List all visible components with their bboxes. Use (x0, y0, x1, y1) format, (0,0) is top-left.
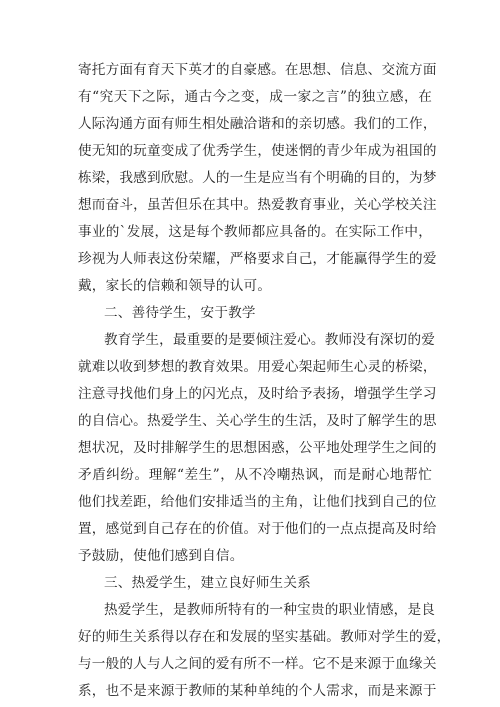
paragraph-line: 有“究天下之际，通古今之变，成一家之言”的独立感，在 (78, 89, 432, 105)
paragraph-line: 想状况，及时排解学生的思想困惑，公平地处理学生之间的 (78, 440, 437, 456)
paragraph-line: 珍视为人师表这份荣耀，严格要求自己，才能赢得学生的爱 (78, 251, 437, 267)
paragraph-line: 好的师生关系得以存在和发展的坚实基础。教师对学生的爱， (78, 629, 451, 645)
paragraph-line: 置，感觉到自己存在的价值。对于他们的一点点提高及时给 (78, 521, 437, 537)
paragraph-line: 就难以收到梦想的教育效果。用爱心架起师生心灵的桥梁， (78, 359, 437, 375)
paragraph-line: 栋梁，我感到欣慰。人的一生是应当有个明确的目的，为梦 (78, 170, 437, 186)
paragraph-line: 事业的`发展，这是每个教师都应具备的。在实际工作中， (78, 224, 432, 240)
paragraph-line: 他们找差距，给他们安排适当的主角，让他们找到自己的位 (78, 494, 437, 510)
paragraph-line: 矛盾纠纷。理解“差生”，从不冷嘲热讽，而是耐心地帮忙 (78, 467, 432, 483)
paragraph-line: 戴，家长的信赖和领导的认可。 (78, 278, 272, 294)
paragraph-line: 教育学生，最重要的是要倾注爱心。教师没有深切的爱 (104, 332, 436, 348)
paragraph-line: 予鼓励，使他们感到自信。 (78, 548, 244, 564)
section-heading: 二、善待学生，安于教学 (104, 305, 256, 321)
paragraph-line: 人际沟通方面有师生相处融洽谐和的亲切感。我们的工作， (78, 116, 437, 132)
paragraph-line: 寄托方面有育天下英才的自豪感。在思想、信息、交流方面 (78, 62, 437, 78)
paragraph-line: 系，也不是来源于教师的某种单纯的个人需求，而是来源于 (78, 683, 437, 699)
paragraph-line: 热爱学生，是教师所特有的一种宝贵的职业情感，是良 (104, 602, 436, 618)
paragraph-line: 想而奋斗，虽苦但乐在其中。热爱教育事业，关心学校关注 (78, 197, 437, 213)
paragraph-line: 使无知的玩童变成了优秀学生，使迷惘的青少年成为祖国的 (78, 143, 437, 159)
section-heading: 三、热爱学生，建立良好师生关系 (104, 575, 311, 591)
paragraph-line: 注意寻找他们身上的闪光点，及时给予表扬，增强学生学习 (78, 386, 437, 402)
paragraph-line: 的自信心。热爱学生、关心学生的生活，及时了解学生的思 (78, 413, 437, 429)
paragraph-line: 与一般的人与人之间的爱有所不一样。它不是来源于血缘关 (78, 656, 437, 672)
